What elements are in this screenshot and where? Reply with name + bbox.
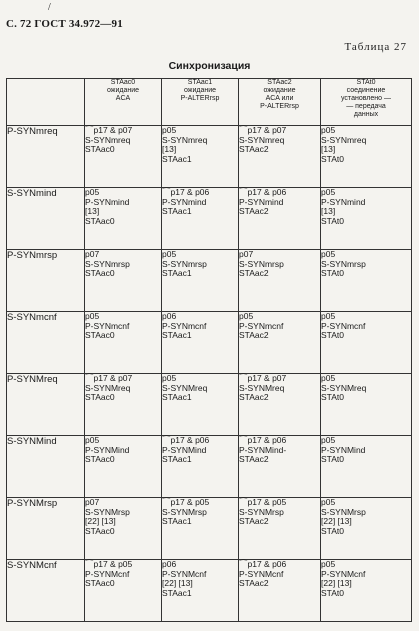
cell-line: p05 <box>162 373 177 383</box>
cell-line: ⌒p17 & p07 <box>85 373 133 383</box>
cell-line: P-SYNMcnf <box>239 568 284 579</box>
row-event-label: S-SYNmcnf <box>7 312 85 374</box>
cell-line: P-SYNmcnf <box>85 320 130 331</box>
transition-cell <box>162 250 239 312</box>
cell-line: [22] [13] <box>321 516 352 526</box>
cell-line: соединение <box>346 87 386 94</box>
cell-line: P-SYNmind <box>85 196 130 207</box>
cell-line: p06 <box>162 559 177 569</box>
transition-cell <box>85 312 162 374</box>
page-header: С. 72 ГОСТ 34.972—91 <box>6 18 123 30</box>
cell-line: p07 <box>85 497 100 507</box>
transition-cell <box>162 498 239 560</box>
cell-line: p05 <box>85 187 100 197</box>
transition-cell <box>85 250 162 312</box>
cell-line: STAac0 <box>85 578 115 588</box>
cell-line: STAac2 <box>239 144 269 154</box>
cell-line: S-SYNMreq <box>162 382 208 393</box>
cell-line: STAac1 <box>162 206 192 216</box>
row-event-label: P-SYNMreq <box>7 374 85 436</box>
cell-line: S-SYNMreq <box>239 382 285 393</box>
header-row <box>7 79 412 126</box>
cell-line: STAac0 <box>85 268 115 278</box>
cell-line: STAt0 <box>321 330 344 340</box>
cell-line: p05 <box>85 435 100 445</box>
cell-line: STAac0 <box>85 392 115 402</box>
cell-line: STAac0 <box>85 144 115 154</box>
cell-line: STAac2 <box>239 516 269 526</box>
transition-cell <box>321 560 412 622</box>
cell-line: STAac1 <box>162 516 192 526</box>
transition-cell <box>239 250 321 312</box>
cell-line: S-SYNmrsp <box>162 258 207 269</box>
transition-cell <box>239 498 321 560</box>
cell-line: p05 <box>162 249 177 259</box>
transition-cell <box>162 188 239 250</box>
cell-line: p05 <box>162 125 177 135</box>
cell-line: ⌒p17 & p05 <box>85 559 133 569</box>
cell-line: ACA или <box>265 95 294 102</box>
cell-line: p05 <box>321 249 336 259</box>
cell-line: STAt0 <box>321 153 344 164</box>
column-header-staac2 <box>239 79 321 126</box>
row-event-label: S-SYNmind <box>7 188 85 250</box>
row-event-label: P-SYNmrsp <box>7 250 85 312</box>
row-event-label: P-SYNMrsp <box>7 498 85 560</box>
cell-line: P-SYNmcnf <box>239 320 284 331</box>
cell-line: данных <box>353 111 379 118</box>
corner-mark: / <box>48 2 51 13</box>
state-table-body <box>7 79 412 622</box>
cell-line: P-SYNMcnf <box>321 568 366 579</box>
cell-line: S-SYNMreq <box>85 382 131 393</box>
cell-line: P-SYNmind <box>321 196 366 207</box>
column-header-staac0 <box>85 79 162 126</box>
cell-line: p05 <box>321 559 336 569</box>
table-row <box>7 436 412 498</box>
table-row <box>7 312 412 374</box>
cell-line: p05 <box>321 435 336 445</box>
cell-line: S-SYNmreq <box>239 134 285 145</box>
cell-line: p05 <box>321 373 336 383</box>
cell-line: STAt0 <box>321 454 344 464</box>
transition-cell <box>162 436 239 498</box>
cell-line: STAt0 <box>321 268 344 278</box>
table-row <box>7 498 412 560</box>
cell-line: S-SYNmrsp <box>239 258 284 269</box>
cell-line: установлено — <box>341 95 391 102</box>
cell-line: S-SYNmreq <box>321 134 367 145</box>
cell-line: P-SYNMcnf <box>162 568 207 579</box>
cell-line: ⌒p17 & p07 <box>239 125 287 135</box>
cell-line: — передача <box>346 103 386 110</box>
cell-line: [22] [13] <box>85 516 116 526</box>
cell-line: ⌒p17 & p06 <box>239 435 287 445</box>
cell-line: P-SYNmcnf <box>321 320 366 331</box>
cell-line: STAac2 <box>239 454 269 464</box>
cell-line: STAac1 <box>162 587 192 598</box>
cell-line: P-SYNMcnf <box>85 568 130 579</box>
cell-line: P-SYNmcnf <box>162 320 207 331</box>
cell-line: S-SYNmreq <box>162 134 208 145</box>
cell-line: ⌒p17 & p07 <box>239 373 287 383</box>
cell-line: ⌒p17 & p05 <box>162 497 210 507</box>
cell-line: ⌒p17 & p06 <box>162 187 210 197</box>
cell-line: STAac1 <box>162 268 192 278</box>
cell-line: ⌒p17 & p05 <box>239 497 287 507</box>
cell-line: S-SYNMrsp <box>85 506 130 517</box>
cell-line: STAac1 <box>187 79 213 86</box>
transition-cell <box>239 312 321 374</box>
cell-line: ⌒p17 & p06 <box>239 187 287 197</box>
cell-line: p05 <box>321 187 336 197</box>
cell-line: S-SYNMrsp <box>239 506 284 517</box>
cell-line: ACA <box>115 95 131 102</box>
transition-cell <box>239 436 321 498</box>
cell-line: STAac0 <box>85 454 115 464</box>
cell-line: p05 <box>85 311 100 321</box>
transition-cell <box>239 188 321 250</box>
cell-line: STAac2 <box>267 79 292 86</box>
cell-line: STAac2 <box>239 330 269 340</box>
cell-line: [22] [13] <box>321 578 352 588</box>
cell-line: P-SYNMind- <box>239 444 287 455</box>
cell-line: STAac1 <box>162 454 192 464</box>
transition-cell <box>162 126 239 188</box>
cell-line: STAac2 <box>239 578 269 588</box>
transition-cell <box>85 188 162 250</box>
cell-line: STAac1 <box>162 392 192 402</box>
cell-line: p05 <box>321 125 336 135</box>
cell-line: STAac2 <box>239 206 269 216</box>
cell-line: [13] <box>321 144 336 154</box>
transition-cell <box>321 188 412 250</box>
cell-line: STAac1 <box>162 330 192 340</box>
table-row <box>7 188 412 250</box>
cell-line: STAac0 <box>85 330 115 340</box>
cell-line: STAt0 <box>321 525 344 536</box>
cell-line: P-ALTERrsp <box>260 103 299 110</box>
table-row <box>7 126 412 188</box>
cell-line: p05 <box>321 497 336 507</box>
table-row <box>7 374 412 436</box>
cell-line: STAac0 <box>85 215 115 226</box>
table-number: Таблица 27 <box>344 41 407 53</box>
transition-cell <box>85 498 162 560</box>
transition-cell <box>239 560 321 622</box>
transition-cell <box>321 436 412 498</box>
cell-line: [22] [13] <box>162 578 193 588</box>
transition-cell <box>162 374 239 436</box>
transition-cell <box>85 436 162 498</box>
cell-line: ожидание <box>183 87 217 94</box>
transition-cell <box>85 560 162 622</box>
table-title: Синхронизация <box>168 60 251 72</box>
cell-line: P-SYNMind <box>162 444 207 455</box>
cell-line: ⌒p17 & p06 <box>162 435 210 445</box>
cell-line: ⌒p17 & p07 <box>85 125 133 135</box>
cell-line: p07 <box>239 249 254 259</box>
transition-cell <box>239 374 321 436</box>
cell-line: P-SYNMind <box>85 444 130 455</box>
cell-line: S-SYNmreq <box>85 134 131 145</box>
transition-cell <box>321 126 412 188</box>
corner-cell <box>7 79 85 126</box>
cell-line: [13] <box>162 144 177 154</box>
cell-line: STAt0 <box>356 79 376 86</box>
cell-line: STAac0 <box>110 79 136 86</box>
cell-line: S-SYNmrsp <box>321 258 366 269</box>
cell-line: STAt0 <box>321 215 344 226</box>
table-row <box>7 560 412 622</box>
transition-cell <box>239 126 321 188</box>
transition-cell <box>321 498 412 560</box>
cell-line: STAt0 <box>321 587 344 598</box>
cell-line: [13] <box>321 206 336 216</box>
cell-line: S-SYNMrsp <box>321 506 366 517</box>
column-header-stat0 <box>321 79 412 126</box>
cell-line: P-ALTERrsp <box>180 95 220 102</box>
cell-line: STAac2 <box>239 392 269 402</box>
cell-line: p05 <box>239 311 254 321</box>
transition-cell <box>321 250 412 312</box>
transition-cell <box>85 126 162 188</box>
cell-line: STAt0 <box>321 392 344 402</box>
state-table <box>6 78 412 622</box>
cell-line: S-SYNmrsp <box>85 258 130 269</box>
cell-line: S-SYNMreq <box>321 382 367 393</box>
transition-cell <box>85 374 162 436</box>
cell-line: P-SYNmind <box>239 196 284 207</box>
transition-cell <box>162 560 239 622</box>
cell-line: ожидание <box>263 87 296 94</box>
cell-line: S-SYNMrsp <box>162 506 207 517</box>
table-row <box>7 250 412 312</box>
cell-line: STAac1 <box>162 153 192 164</box>
transition-cell <box>321 312 412 374</box>
cell-line: STAac0 <box>85 525 115 536</box>
cell-line: ⌒p17 & p06 <box>239 559 287 569</box>
cell-line: p06 <box>162 311 177 321</box>
transition-cell <box>162 312 239 374</box>
column-header-staac1 <box>162 79 239 126</box>
cell-line: [13] <box>85 206 100 216</box>
row-event-label: S-SYNMcnf <box>7 560 85 622</box>
cell-line: P-SYNMind <box>321 444 366 455</box>
cell-line: p07 <box>85 249 100 259</box>
row-event-label: P-SYNmreq <box>7 126 85 188</box>
row-event-label: S-SYNMind <box>7 436 85 498</box>
transition-cell <box>321 374 412 436</box>
cell-line: STAac2 <box>239 268 269 278</box>
cell-line: P-SYNmind <box>162 196 207 207</box>
cell-line: p05 <box>321 311 336 321</box>
cell-line: ожидание <box>106 87 140 94</box>
